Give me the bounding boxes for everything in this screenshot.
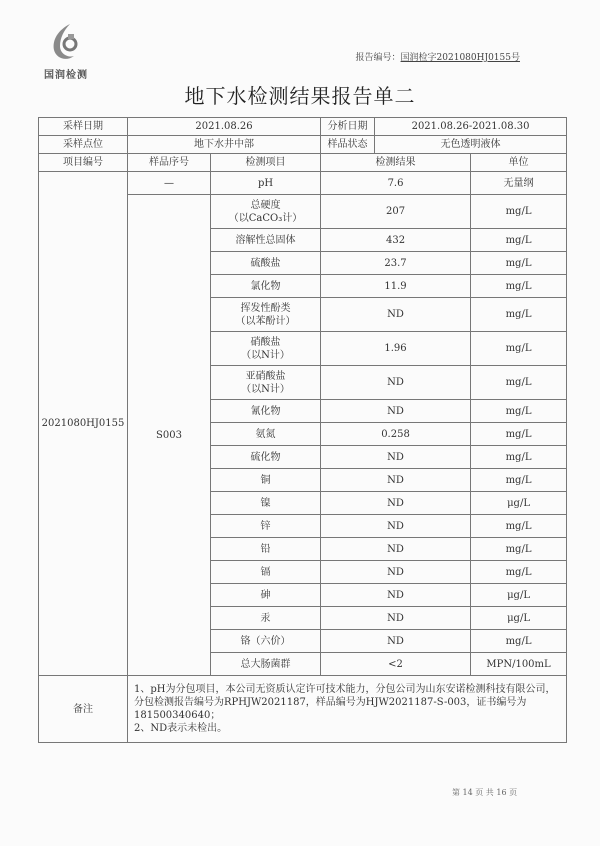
- item-unit: mg/L: [471, 332, 567, 366]
- sampling-date-label: 采样日期: [39, 118, 128, 136]
- item-result: ND: [321, 630, 471, 653]
- item-name: 铅: [211, 538, 321, 561]
- item-unit: mg/L: [471, 446, 567, 469]
- item-result: ND: [321, 366, 471, 400]
- item-result: 432: [321, 229, 471, 252]
- notes-label: 备注: [39, 676, 128, 743]
- info-row: [39, 136, 567, 154]
- item-result: 1.96: [321, 332, 471, 366]
- item-name: pH: [211, 172, 321, 195]
- item-unit: mg/L: [471, 469, 567, 492]
- table-row: [39, 172, 567, 195]
- item-name: 溶解性总固体: [211, 229, 321, 252]
- sample-state-label: 样品状态: [321, 136, 375, 154]
- item-unit: mg/L: [471, 252, 567, 275]
- analysis-date-label: 分析日期: [321, 118, 375, 136]
- item-unit: mg/L: [471, 366, 567, 400]
- notes-row: [39, 676, 567, 743]
- report-number-label: 报告编号：: [355, 53, 401, 63]
- page-title: 地下水检测结果报告单二: [184, 84, 416, 108]
- item-unit: mg/L: [471, 400, 567, 423]
- logo-text: 国润检测: [44, 70, 88, 81]
- item-result: ND: [321, 515, 471, 538]
- item-unit: MPN/100mL: [471, 653, 567, 676]
- item-name: 铜: [211, 469, 321, 492]
- item-result: 11.9: [321, 275, 471, 298]
- note-1: 1、pH为分包项目，本公司无资质认定许可技术能力，分包公司为山东安诺检测科技有限公司，分包检测报告编号为RPHJW2021187，样品编号为HJW2021187-S-003，证书编号为181500340640；: [134, 684, 556, 721]
- item-name: 汞: [211, 607, 321, 630]
- item-result: ND: [321, 607, 471, 630]
- item-unit: mg/L: [471, 195, 567, 229]
- item-name: 挥发性酚类 （以苯酚计）: [211, 298, 321, 332]
- logo-mark-icon: [48, 22, 82, 62]
- item-unit: μg/L: [471, 584, 567, 607]
- report-number-value: 国润检字2021080HJ0155号: [400, 53, 520, 63]
- item-result: ND: [321, 298, 471, 332]
- item-result: 23.7: [321, 252, 471, 275]
- item-name: 亚硝酸盐 （以N计）: [211, 366, 321, 400]
- item-result: 0.258: [321, 423, 471, 446]
- analysis-date: 2021.08.26-2021.08.30: [375, 118, 567, 136]
- col-unit: 单位: [471, 154, 567, 172]
- item-result: ND: [321, 469, 471, 492]
- results-table: [38, 117, 567, 743]
- item-name: 硫酸盐: [211, 252, 321, 275]
- item-name: 总硬度 （以CaCO₃计）: [211, 195, 321, 229]
- col-item: 检测项目: [211, 154, 321, 172]
- notes-content: [128, 676, 567, 743]
- item-name: 铬（六价）: [211, 630, 321, 653]
- column-header-row: [39, 154, 567, 172]
- item-unit: 无量纲: [471, 172, 567, 195]
- item-name: 硫化物: [211, 446, 321, 469]
- sample-number: —: [128, 172, 211, 195]
- report-number: [356, 50, 520, 63]
- col-result: 检测结果: [321, 154, 471, 172]
- item-name: 镍: [211, 492, 321, 515]
- col-project-no: 项目编号: [39, 154, 128, 172]
- item-result: ND: [321, 446, 471, 469]
- item-name: 氨氮: [211, 423, 321, 446]
- sample-state: 无色透明液体: [375, 136, 567, 154]
- info-row: [39, 118, 567, 136]
- item-unit: mg/L: [471, 275, 567, 298]
- item-unit: mg/L: [471, 423, 567, 446]
- item-result: 207: [321, 195, 471, 229]
- item-unit: mg/L: [471, 515, 567, 538]
- item-result: ND: [321, 400, 471, 423]
- item-unit: mg/L: [471, 538, 567, 561]
- item-name: 总大肠菌群: [211, 653, 321, 676]
- col-sample-no: 样品序号: [128, 154, 211, 172]
- item-name: 氰化物: [211, 400, 321, 423]
- sampling-point: 地下水井中部: [128, 136, 321, 154]
- page-number: 第 14 页 共 16 页: [452, 788, 518, 797]
- item-unit: μg/L: [471, 492, 567, 515]
- item-name: 砷: [211, 584, 321, 607]
- item-result: ND: [321, 584, 471, 607]
- note-2: 2、ND表示未检出。: [134, 723, 228, 734]
- item-result: <2: [321, 653, 471, 676]
- item-result: ND: [321, 492, 471, 515]
- sampling-date: 2021.08.26: [128, 118, 321, 136]
- item-name: 镉: [211, 561, 321, 584]
- item-result: ND: [321, 538, 471, 561]
- item-unit: mg/L: [471, 229, 567, 252]
- item-unit: μg/L: [471, 607, 567, 630]
- item-result: ND: [321, 561, 471, 584]
- company-logo: [36, 22, 96, 84]
- sampling-point-label: 采样点位: [39, 136, 128, 154]
- item-name: 氯化物: [211, 275, 321, 298]
- item-name: 硝酸盐 （以N计）: [211, 332, 321, 366]
- item-name: 锌: [211, 515, 321, 538]
- item-unit: mg/L: [471, 561, 567, 584]
- item-result: 7.6: [321, 172, 471, 195]
- sample-number: S003: [128, 195, 211, 676]
- item-unit: mg/L: [471, 298, 567, 332]
- project-number: 2021080HJ0155: [39, 172, 128, 676]
- item-unit: mg/L: [471, 630, 567, 653]
